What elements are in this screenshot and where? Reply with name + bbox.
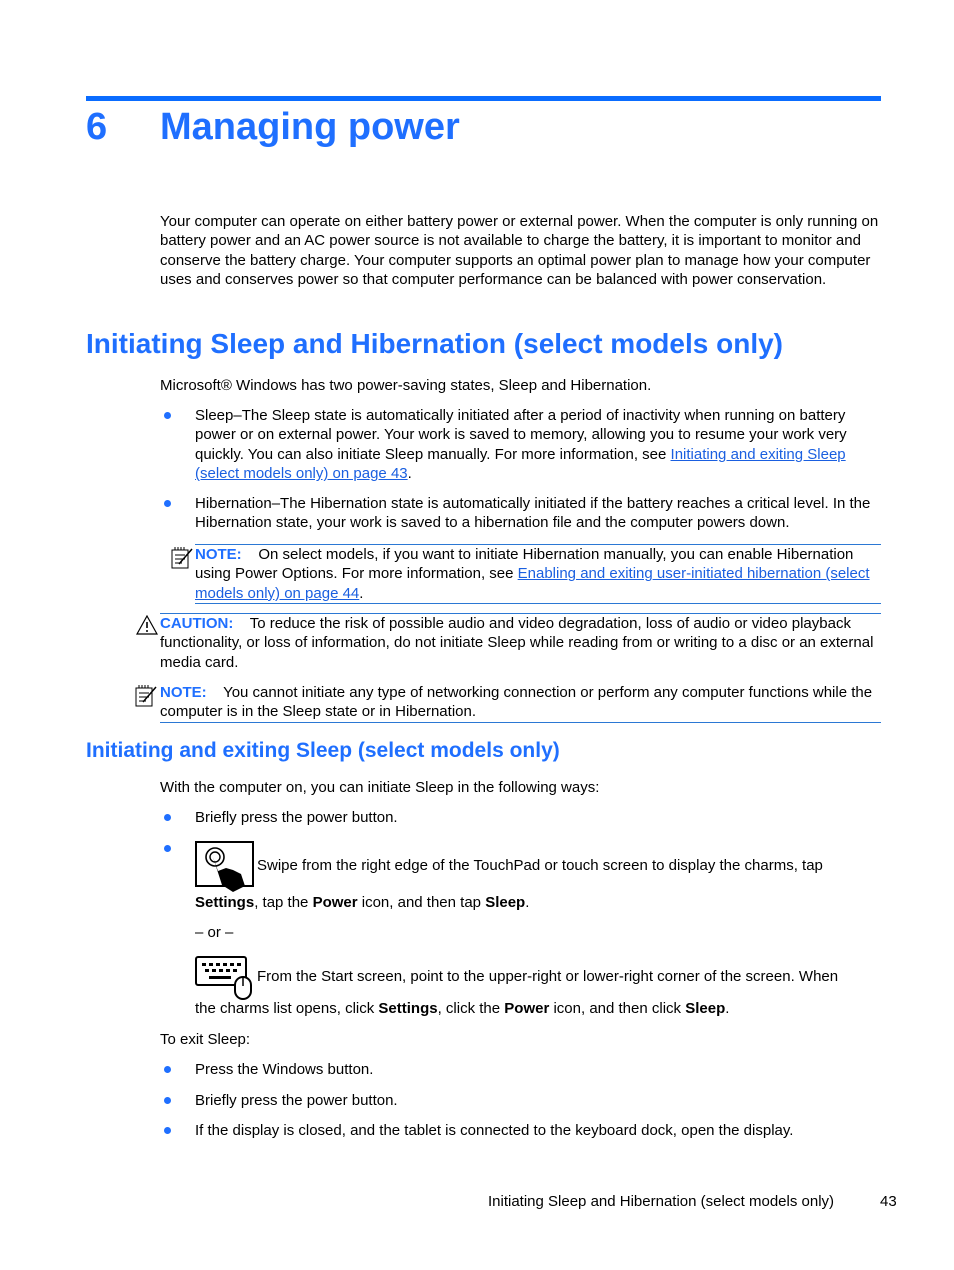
mouse-mid1: , click the <box>437 1000 505 1017</box>
note-label: NOTE: <box>195 546 242 563</box>
sleep-link[interactable]: Initiating and exiting Sleep (select models only) on page 43 <box>195 445 846 483</box>
intro-paragraph: Your computer can operate on either battery power or external power. When the computer is only running on battery power and an AC power source is not available to charge the battery, it is important to monitor and conserve the battery charge. Your computer supports an optimal power plan to manage how your computer uses and conserves power so that computer performance can be balanced with power conservation. <box>160 213 879 289</box>
touch-end: . <box>525 894 530 911</box>
subsection-heading: Initiating and exiting Sleep (select models only) <box>86 739 560 762</box>
mouse-line2 <box>195 999 881 1018</box>
mouse-mid2: icon, and then click <box>549 1000 686 1017</box>
bullet-marker <box>164 1066 171 1073</box>
bullet-marker <box>164 412 171 419</box>
bullet-marker <box>164 500 171 507</box>
sleep-bullet-end: . <box>407 465 412 483</box>
mouse-line1: From the Start screen, point to the upper-right or lower-right corner of the screen. When <box>257 968 839 985</box>
note1-text: On select models, if you want to initiate Hibernation manually, you can enable Hibernation using Power Options. For more information, see <box>195 546 854 583</box>
chapter-title: Managing power <box>160 106 460 148</box>
chapter-rule <box>86 96 881 101</box>
bullet-marker <box>164 845 171 852</box>
exit-item: If the display is closed, and the tablet is connected to the keyboard dock, open the display. <box>195 1122 794 1139</box>
mouse-end: . <box>725 1000 730 1017</box>
power-term: Power <box>504 1000 550 1017</box>
exit-item: Briefly press the power button. <box>195 1092 398 1109</box>
or-separator: – or – <box>195 924 234 941</box>
bullet-marker <box>164 1097 171 1104</box>
sleep-bullet-text: Sleep–The Sleep state is automatically initiated after a period of inactivity when running on battery power or on external power. Your work is saved to memory, allowing you to resume your work very quickly. You can also initiate Sleep manually. For more information, see <box>195 407 847 463</box>
keyboard-mouse-icon <box>195 955 257 1001</box>
chapter-number: 6 <box>86 106 108 148</box>
exit-lead: To exit Sleep: <box>160 1031 251 1048</box>
sleep-term: Sleep <box>485 894 526 911</box>
note-label: NOTE: <box>160 684 207 701</box>
note-rule-bottom <box>195 603 881 604</box>
note1-end: . <box>359 584 364 602</box>
touch-line2 <box>195 893 881 912</box>
hibernation-link[interactable]: Enabling and exiting user-initiated hibernation (select models only) on page 44 <box>195 565 870 602</box>
note2 <box>160 683 881 722</box>
sleep-term: Sleep <box>685 1000 726 1017</box>
touch-mid2: icon, and then tap <box>357 894 486 911</box>
page-number: 43 <box>880 1193 897 1210</box>
power-term: Power <box>312 894 358 911</box>
touch-gesture-icon <box>195 840 257 892</box>
note1 <box>195 545 881 603</box>
sleep-bullet <box>195 406 881 484</box>
note2-rule-bottom <box>160 722 881 723</box>
bullet-marker <box>164 814 171 821</box>
section-heading: Initiating Sleep and Hibernation (select models only) <box>86 328 783 359</box>
subsection-lead: With the computer on, you can initiate Sleep in the following ways: <box>160 779 600 796</box>
settings-term: Settings <box>378 1000 438 1017</box>
touch-line1: Swipe from the right edge of the TouchPad or touch screen to display the charms, tap <box>257 857 823 874</box>
note-icon <box>134 684 158 708</box>
note-icon <box>170 546 194 570</box>
caution-label: CAUTION: <box>160 615 234 632</box>
bullet-marker <box>164 1127 171 1134</box>
caution <box>160 614 881 672</box>
hibernation-bullet: Hibernation–The Hibernation state is automatically initiated if the battery reaches a critical level. In the Hibernation state, your work is saved to a hibernation file and the computer powers down. <box>195 495 871 532</box>
power-button-item: Briefly press the power button. <box>195 809 398 826</box>
footer-section: Initiating Sleep and Hibernation (select models only) <box>488 1193 835 1210</box>
touch-mid1: , tap the <box>254 894 313 911</box>
caution-text: To reduce the risk of possible audio and video degradation, loss of audio or video playback functionality, or loss of information, do not initiate Sleep while reading from or writing to a disc or an external media card. <box>160 615 874 671</box>
exit-item: Press the Windows button. <box>195 1061 374 1078</box>
mouse-pre: the charms list opens, click <box>195 1000 379 1017</box>
caution-icon <box>136 615 158 635</box>
settings-term: Settings <box>195 894 255 911</box>
section-lead: Microsoft® Windows has two power-saving states, Sleep and Hibernation. <box>160 377 652 394</box>
note2-text: You cannot initiate any type of networking connection or perform any computer functions while the computer is in the Sleep state or in Hibernation. <box>160 684 873 721</box>
